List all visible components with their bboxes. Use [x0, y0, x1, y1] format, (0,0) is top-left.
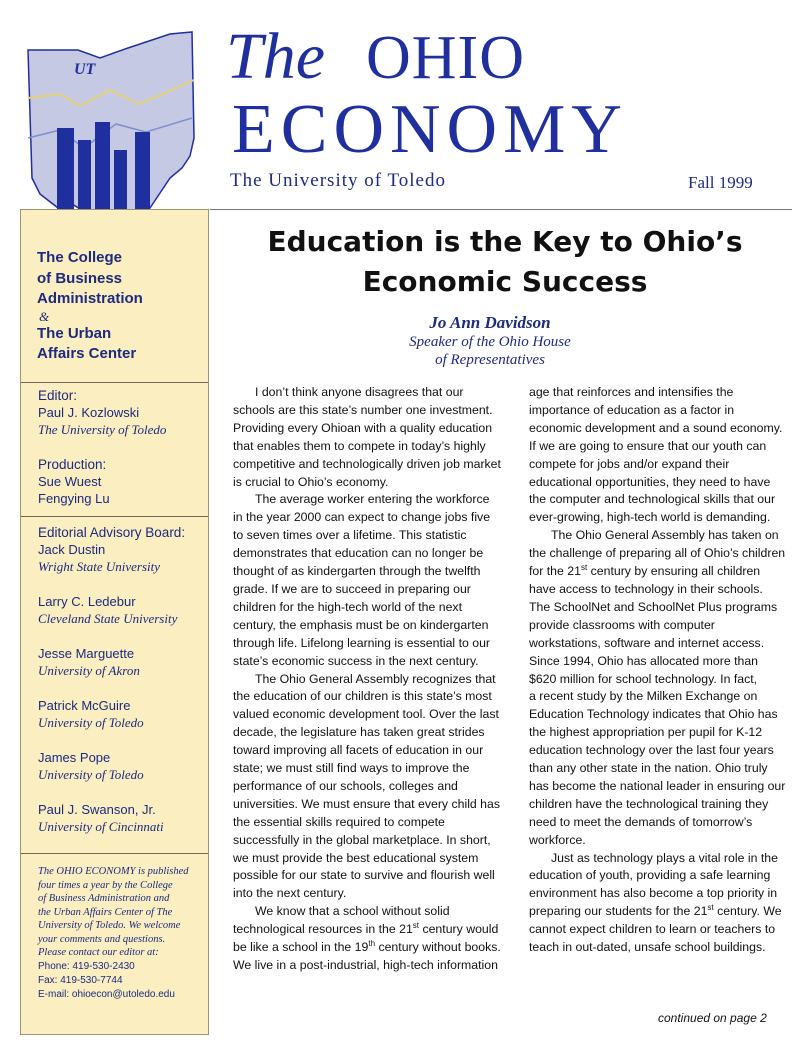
editor-institution: The University of Toledo [38, 422, 167, 437]
text-line: The Ohio General Assembly has taken on [551, 528, 779, 543]
text-line: thought of as kindergarten through the twelfth [233, 564, 481, 579]
board-member [38, 541, 185, 575]
board-member-inst: University of Toledo [38, 767, 144, 782]
board-member [38, 749, 185, 783]
masthead-university: The University of Toledo [230, 170, 446, 191]
text-line: educational opportunities, they need to have [529, 474, 771, 489]
text-line: has become the national leader in ensuring our [529, 778, 786, 793]
text-fragment: preparing our students for the 21 [529, 904, 708, 919]
ut-monogram: UT [74, 61, 96, 78]
sidebar-divider [21, 516, 208, 517]
text-line: the education of our children is this state’s most [233, 689, 492, 704]
text-line: workforce. [529, 832, 586, 847]
ordinal-suffix: th [368, 939, 376, 948]
masthead-economy: ECONOMY [232, 91, 628, 168]
text-line: children for the high-tech world of the next [233, 599, 462, 614]
text-line: decade, the legislature has taken great strides [233, 725, 485, 740]
continued-note: continued on page 2 [658, 1011, 767, 1025]
ohio-outline-shape [28, 32, 194, 220]
headline-line: Economic Success [362, 265, 648, 298]
text-fragment: be like a school in the 19 [233, 940, 369, 955]
text-line: Just as technology plays a vital role in the [551, 850, 778, 865]
author-role: of Representatives [435, 352, 545, 368]
board-member-name: Patrick McGuire [38, 698, 131, 713]
board-member-inst: University of Akron [38, 663, 140, 678]
board-member-inst: University of Cincinnati [38, 819, 164, 834]
board-member-inst: Cleveland State University [38, 611, 178, 626]
text-line: importance of education as a factor in [529, 402, 735, 417]
text-line: $620 million for school technology. In fact, [529, 671, 758, 686]
text-line: performance of our schools, colleges and [233, 778, 458, 793]
text-line: state’s economic success in the next century. [233, 653, 479, 668]
text-line: The average worker entering the workforce [255, 492, 490, 507]
text-fragment: century. We [713, 904, 782, 919]
text-line: grade. If we are to succeed in preparing our [233, 581, 471, 596]
production-block [38, 456, 110, 507]
author-name: Jo Ann Davidson [429, 313, 551, 332]
text-line: in the year 2000 can expect to change jobs five [233, 510, 491, 525]
text-line: Since 1994, Ohio has allocated more than [529, 653, 759, 668]
text-line: provide classrooms with computer [529, 617, 715, 632]
text-line: demonstrates that education can no longer be [233, 546, 484, 561]
board-member [38, 593, 185, 627]
sidebar-panel [20, 209, 209, 1035]
text-line: children have the technological training they [529, 796, 769, 811]
board-member [38, 801, 185, 835]
publication-note [38, 865, 206, 1002]
headline-line: Education is the Key to Ohio’s [267, 225, 743, 258]
phone-text: Phone: 419-530-2430 [38, 960, 135, 972]
advisory-board-block [38, 524, 185, 835]
editor-name: Paul J. Kozlowski [38, 405, 140, 420]
text-line: education of youth, providing a safe learning [529, 868, 771, 883]
email-text: E-mail: ohioecon@utoledo.edu [38, 988, 175, 1000]
pub-line: University of Toledo. We welcome [38, 920, 181, 931]
text-line: I don’t think anyone disagrees that our [255, 385, 464, 399]
board-member-inst: University of Toledo [38, 715, 144, 730]
text-line: is crucial to Ohio’s economy. [233, 474, 389, 489]
pub-line: of Business Administration and [38, 893, 170, 904]
text-line: The SchoolNet and SchoolNet Plus programs [529, 599, 778, 614]
college-line: The College [37, 249, 123, 266]
masthead-ohio: OHIO [366, 24, 525, 92]
board-member-name: Larry C. Ledebur [38, 594, 136, 609]
pub-line: four times a year by the College [38, 879, 173, 891]
text-line: Providing every Ohioan with a quality education [233, 420, 493, 435]
board-member-name: Jack Dustin [38, 542, 106, 557]
byline [390, 313, 590, 369]
text-line: into the next century. [233, 886, 347, 901]
text-line: economic development and a sound economy. [529, 420, 783, 435]
masthead-the: The [226, 20, 325, 93]
text-line: century, the emphasis must be on kindergarten [233, 617, 489, 632]
text-line [529, 903, 785, 921]
ordinal-suffix: st [412, 921, 420, 931]
production-label: Production: [38, 457, 107, 472]
text-line: teach in out-dated, unsafe school buildings. [529, 940, 766, 955]
text-line: age that reinforces and intensifies the [529, 385, 734, 399]
text-line: toward improving all facets of education in our [233, 743, 484, 758]
center-line: Affairs Center [37, 345, 137, 362]
production-name: Sue Wuest [38, 474, 102, 489]
text-line: We live in a post-industrial, high-tech information [233, 958, 498, 972]
text-line: valued economic development tool. Over the last [233, 707, 499, 722]
text-line: successfully in the global marketplace. In short, [233, 832, 491, 847]
board-member [38, 697, 185, 731]
ampersand: & [39, 308, 50, 324]
author-role: Speaker of the Ohio House [409, 334, 571, 350]
text-line: environment has also become a top priority in [529, 886, 778, 901]
text-line: schools are this state’s number one investment. [233, 402, 493, 417]
text-line [529, 563, 785, 581]
college-line: of Business [37, 269, 123, 287]
text-line: Education Technology indicates that Ohio has [529, 707, 778, 722]
text-line: universities. We must ensure that every child has [233, 796, 501, 811]
text-line: the challenge of preparing all of Ohio’s children [529, 546, 786, 561]
article-headline [215, 222, 795, 302]
text-line: a recent study by the Milken Exchange on [529, 689, 758, 704]
board-member [38, 645, 185, 679]
ordinal-suffix: st [580, 562, 588, 572]
production-name: Fengying Lu [38, 491, 110, 506]
text-line: have access to technology in their schools. [529, 581, 763, 596]
fax-text: Fax: 419-530-7744 [38, 974, 123, 986]
text-fragment: century would [419, 922, 499, 937]
sidebar-divider [21, 382, 208, 383]
pub-line: The OHIO ECONOMY is published [38, 866, 189, 877]
college-name [37, 248, 208, 365]
ohio-map-logo [20, 28, 200, 228]
text-line: compete for jobs and/or expand their [529, 456, 730, 471]
text-line [233, 921, 501, 939]
text-line: competitive and technologically driven job market [233, 456, 501, 471]
board-label: Editorial Advisory Board: [38, 525, 186, 540]
text-line: state; we must still find ways to improve the [233, 761, 470, 776]
text-line: need to meet the demands of tomorrow’s [529, 814, 753, 829]
text-line: education technology over the last four years [529, 743, 774, 758]
board-member-name: Jesse Marguette [38, 646, 135, 661]
text-line: We know that a school without solid [255, 904, 450, 919]
text-line: If we are going to ensure that our youth can [529, 438, 767, 453]
sidebar-divider [21, 853, 208, 854]
text-fragment: technological resources in the 21 [233, 922, 413, 937]
text-line: the highest appropriation per pupil for K-12 [529, 725, 763, 740]
text-line: cannot expect children to learn or teachers to [529, 922, 776, 937]
text-line: possible for our state to survive and flourish well [233, 868, 495, 883]
text-line: workstations, software and internet access. [529, 635, 765, 650]
text-line: the essential skills required to compete [233, 814, 445, 829]
ordinal-suffix: st [707, 903, 714, 913]
text-line: we must provide the best educational system [233, 850, 479, 865]
text-line: than any other state in the nation. Ohio truly [529, 761, 768, 776]
pub-line: your comments and questions. [38, 933, 166, 945]
text-line: The Ohio General Assembly recognizes that [255, 671, 496, 686]
board-member-name: James Pope [38, 750, 111, 765]
article-column-2 [529, 384, 785, 957]
editor-label: Editor: [38, 388, 78, 403]
text-line: the computer and technological skills that our [529, 492, 776, 507]
article-column-1 [233, 384, 501, 975]
editor-block [38, 387, 166, 438]
text-fragment: for the 21 [529, 564, 581, 579]
board-member-inst: Wright State University [38, 559, 161, 574]
text-line: that enables them to compete in today’s highly [233, 438, 486, 453]
masthead-rule [210, 209, 792, 210]
pub-line: the Urban Affairs Center of The [38, 906, 173, 918]
text-line [233, 939, 501, 957]
pub-line: Please contact our editor at: [38, 947, 159, 958]
issue-date: Fall 1999 [688, 173, 753, 192]
board-member-name: Paul J. Swanson, Jr. [38, 802, 156, 817]
text-fragment: century by ensuring all children [587, 564, 761, 579]
college-line: Administration [37, 290, 143, 307]
text-line: through life. Lifelong learning is essential to our [233, 635, 491, 650]
text-line: ever-growing, high-tech world is demanding. [529, 510, 771, 525]
text-line: to seven times over a lifetime. This statistic [233, 528, 467, 543]
text-fragment: century without books. [375, 940, 501, 955]
center-line: The Urban [37, 324, 112, 342]
